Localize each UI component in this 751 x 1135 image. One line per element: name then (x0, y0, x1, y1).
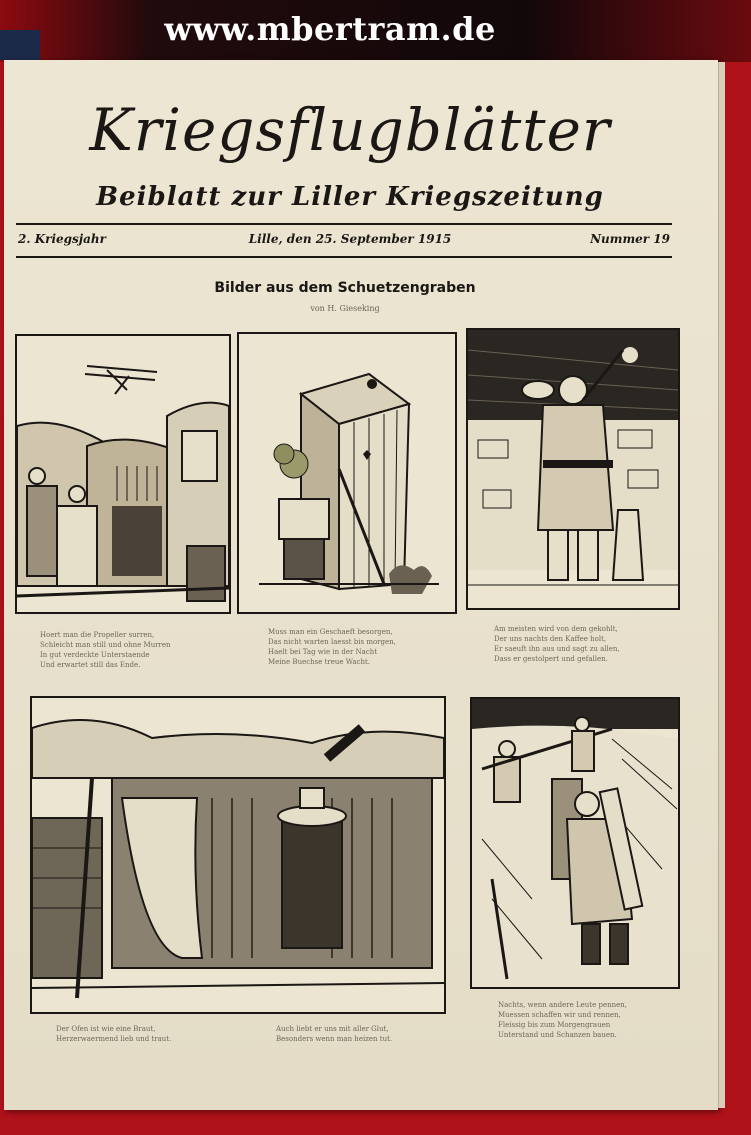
cartoon-panel-stove (30, 696, 446, 1014)
issue-number: Nummer 19 (590, 232, 670, 246)
caption-line: Nachts, wenn andere Leute pennen, (498, 1001, 627, 1009)
caption-line: Besonders wenn man heizen tut. (276, 1035, 393, 1043)
caption-line: Haelt bei Tag wie in der Nacht (268, 648, 378, 656)
stove-dugout-illustration (32, 698, 444, 1012)
caption-panel-2 (268, 627, 396, 667)
caption-panel-4-left (56, 1024, 171, 1044)
caption-panel-3 (494, 624, 620, 664)
caption-panel-4-right (276, 1024, 392, 1044)
cartoon-panel-coffee (466, 328, 680, 610)
caption-line: Fleissig bis zum Morgengrauen (498, 1021, 611, 1029)
caption-line: Schleicht man still und ohne Murren (40, 641, 171, 649)
caption-panel-5 (498, 1000, 627, 1040)
caption-line: Das nicht warten laesst bis morgen, (268, 638, 396, 646)
caption-line: Der Ofen ist wie eine Braut, (56, 1025, 156, 1033)
watermark-url: www.mbertram.de (164, 10, 496, 48)
night-work-illustration (472, 699, 678, 987)
airplane-trench-illustration (17, 336, 229, 612)
masthead-subtitle: Beiblatt zur Liller Kriegszeitung (96, 182, 604, 212)
caption-line: Muessen schaffen wir und rennen, (498, 1011, 621, 1019)
page-edge (718, 62, 725, 1108)
caption-line: Der uns nachts den Kaffee holt, (494, 635, 607, 643)
masthead-title: Kriegsflugblätter (89, 96, 611, 164)
caption-line: Auch liebt er uns mit aller Glut, (276, 1025, 389, 1033)
war-year: 2. Kriegsjahr (18, 232, 106, 246)
article-byline: von H. Gieseking (310, 304, 380, 313)
caption-line: Dass er gestolpert und gefallen. (494, 655, 608, 663)
caption-line: Unterstand und Schanzen bauen. (498, 1031, 617, 1039)
header-rule-bottom (16, 256, 672, 258)
caption-line: Hoert man die Propeller surren, (40, 631, 155, 639)
cartoon-panel-night-work (470, 697, 680, 989)
coffee-soldier-illustration (468, 330, 678, 608)
cartoon-panel-airplane (15, 334, 231, 614)
caption-line: Er saeuft ihn aus und sagt zu allen, (494, 645, 620, 653)
caption-line: Muss man ein Geschaeft besorgen, (268, 628, 393, 636)
caption-line: Meine Buechse treue Wacht. (268, 658, 371, 666)
caption-panel-1 (40, 630, 171, 670)
caption-line: Am meisten wird von dem gekohlt, (494, 625, 618, 633)
article-title: Bilder aus dem Schuetzengraben (214, 280, 476, 296)
caption-line: Und erwartet still das Ende. (40, 661, 141, 669)
cartoon-panel-latrine (237, 332, 457, 614)
place-date: Lille, den 25. September 1915 (248, 232, 452, 246)
latrine-illustration (239, 334, 455, 612)
header-rule-top (16, 223, 672, 225)
caption-line: Herzerwaermend lieb und traut. (56, 1035, 172, 1043)
caption-line: In gut verdeckte Unterstaende (40, 651, 150, 659)
